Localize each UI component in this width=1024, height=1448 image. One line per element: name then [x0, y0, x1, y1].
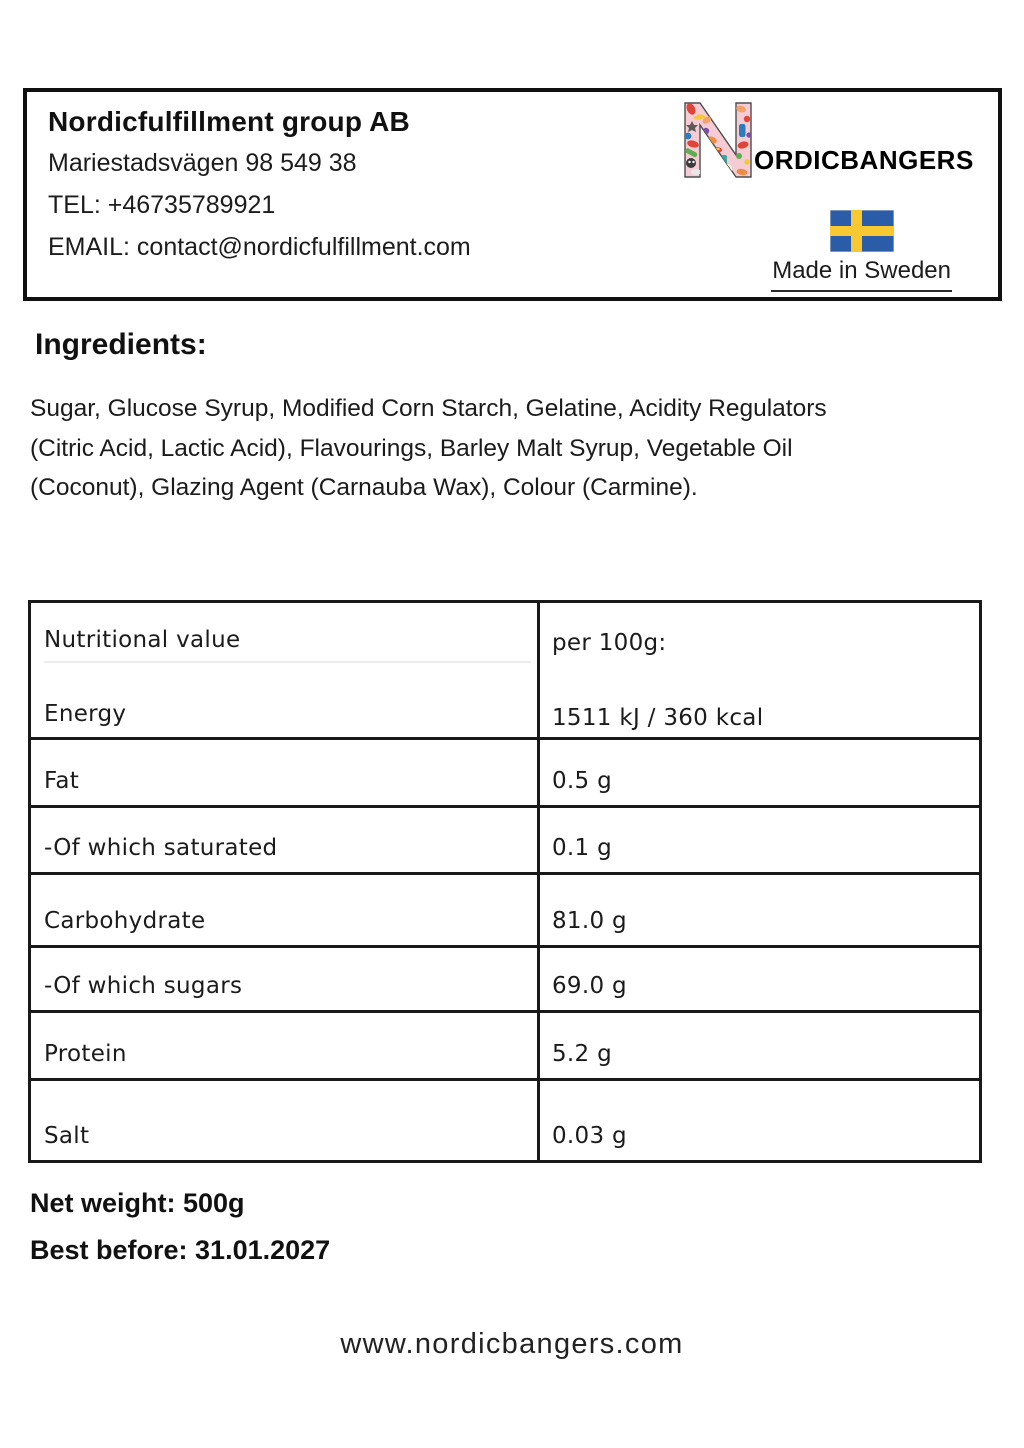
- ingredients-title: Ingredients:: [35, 328, 207, 361]
- company-info-box: [23, 88, 1002, 301]
- table-row: [31, 1013, 979, 1081]
- nutrition-header-label: Nutritional value: [44, 627, 531, 663]
- company-phone: TEL: +46735789921: [48, 191, 276, 219]
- row-value: 0.1 g: [552, 835, 612, 861]
- nordicbangers-logo: [683, 100, 974, 180]
- nutrition-header-and-energy-cell: [31, 603, 540, 737]
- candy-letter-n-icon: [683, 100, 753, 180]
- net-weight: Net weight: 500g: [30, 1188, 245, 1218]
- ingredients-text: [30, 389, 975, 508]
- row-label: Fat: [31, 740, 540, 805]
- best-before-date: Best before: 31.01.2027: [30, 1235, 331, 1265]
- row-label: Protein: [31, 1013, 540, 1078]
- row-value: 5.2 g: [552, 1041, 612, 1067]
- row-value: 1511 kJ / 360 kcal: [552, 705, 764, 731]
- sweden-flag-icon: [830, 210, 894, 252]
- row-label: -Of which sugars: [31, 948, 540, 1010]
- row-value: 69.0 g: [552, 973, 627, 999]
- made-in-sweden-label: Made in Sweden: [771, 255, 952, 292]
- row-value: 0.5 g: [552, 768, 612, 794]
- nutrition-table: [28, 600, 982, 1163]
- nutrition-header-value: per 100g:: [552, 630, 667, 656]
- company-address: Mariestadsvägen 98 549 38: [48, 149, 357, 177]
- row-label: Salt: [31, 1081, 540, 1160]
- ingredients-line: (Coconut), Glazing Agent (Carnauba Wax), Colour (Carmine).: [30, 474, 698, 501]
- table-row: [31, 948, 979, 1013]
- brand-wordmark: ORDICBANGERS: [754, 145, 974, 175]
- table-row: [31, 1081, 979, 1160]
- table-row: [31, 740, 979, 808]
- row-label: Energy: [44, 701, 127, 727]
- row-value: 81.0 g: [552, 908, 627, 934]
- company-email: EMAIL: contact@nordicfulfillment.com: [48, 233, 471, 261]
- ingredients-line: Sugar, Glucose Syrup, Modified Corn Starch, Gelatine, Acidity Regulators: [30, 395, 827, 422]
- company-info: [48, 102, 471, 268]
- ingredients-line: (Citric Acid, Lactic Acid), Flavourings, Barley Malt Syrup, Vegetable Oil: [30, 434, 793, 462]
- made-in-sweden-block: [771, 210, 952, 292]
- table-row: [31, 875, 979, 948]
- company-name: Nordicfulfillment group AB: [48, 106, 410, 137]
- table-row: [31, 603, 979, 740]
- row-label: Carbohydrate: [31, 875, 540, 945]
- row-value: 0.03 g: [552, 1123, 627, 1149]
- row-label: -Of which saturated: [31, 808, 540, 872]
- nutrition-header-value-cell: [540, 603, 979, 737]
- table-row: [31, 808, 979, 875]
- website-url: www.nordicbangers.com: [340, 1328, 684, 1360]
